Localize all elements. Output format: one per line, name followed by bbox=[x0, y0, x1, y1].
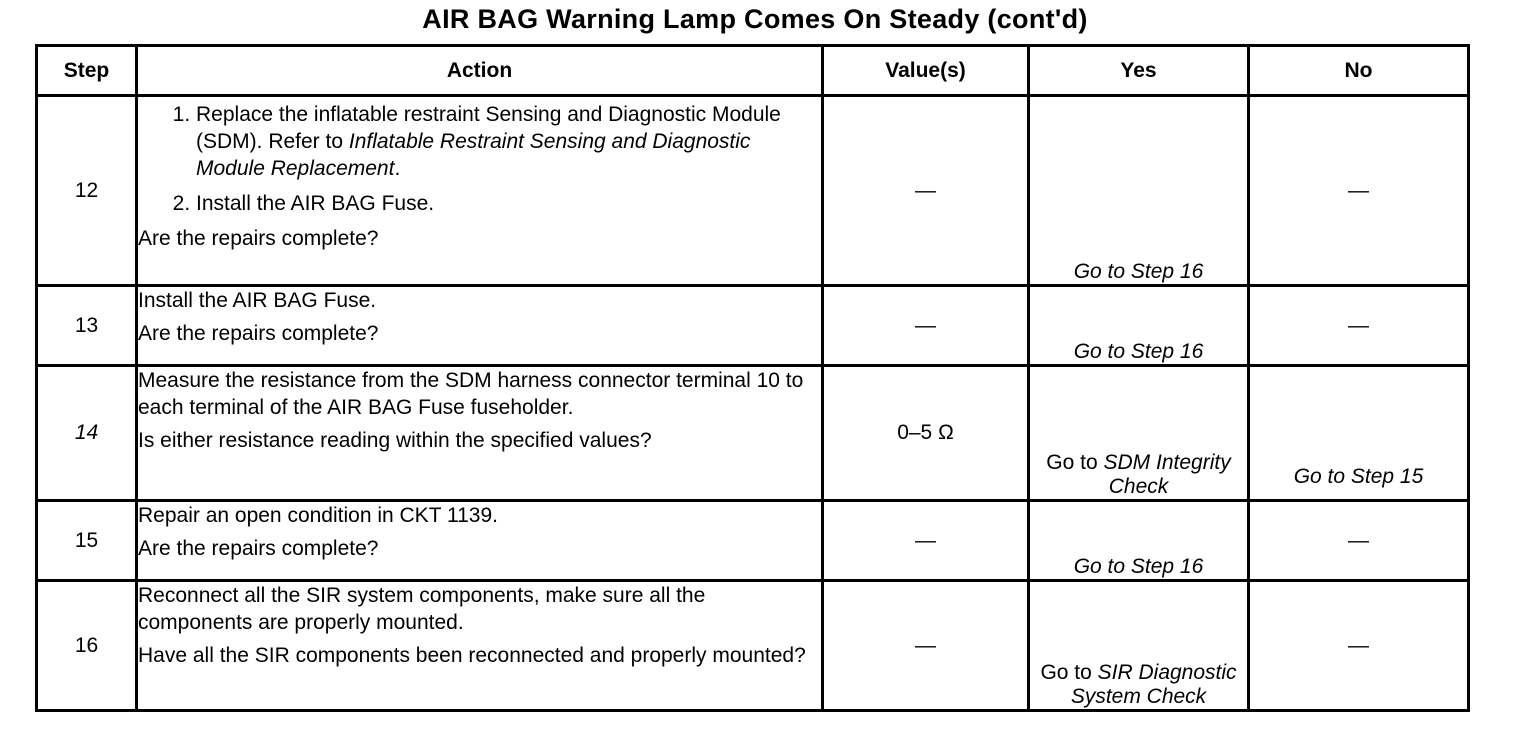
step-number: 16 bbox=[37, 581, 137, 711]
action-list bbox=[138, 101, 821, 217]
no-cell: — bbox=[1249, 286, 1469, 366]
table-row bbox=[37, 366, 1469, 501]
no-cell: — bbox=[1249, 501, 1469, 581]
question-text: Are the repairs complete? bbox=[138, 322, 379, 345]
value-cell: — bbox=[823, 286, 1029, 366]
header-values: Value(s) bbox=[823, 46, 1029, 96]
question-text: Are the repairs complete? bbox=[138, 227, 379, 250]
step-number: 13 bbox=[37, 286, 137, 366]
page-title: AIR BAG Warning Lamp Comes On Steady (cont'd) bbox=[422, 4, 1088, 34]
action-text: Repair an open condition in CKT 1139. bbox=[138, 504, 498, 527]
header-action: Action bbox=[137, 46, 823, 96]
value-cell: — bbox=[823, 581, 1029, 711]
step-number: 14 bbox=[37, 366, 137, 501]
table-row bbox=[37, 96, 1469, 286]
action-text: Measure the resistance from the SDM harness connector terminal 10 to each terminal of the AIR BAG Fuse fuseholder. bbox=[138, 369, 804, 419]
header-yes: Yes bbox=[1029, 46, 1249, 96]
yes-cell: Go to Step 16 bbox=[1029, 96, 1249, 286]
question-text: Have all the SIR components been reconnected and properly mounted? bbox=[138, 644, 806, 667]
step-number: 15 bbox=[37, 501, 137, 581]
yes-cell bbox=[1029, 366, 1249, 501]
header-row bbox=[37, 46, 1469, 96]
value-cell: 0–5 Ω bbox=[823, 366, 1029, 501]
yes-cell bbox=[1029, 581, 1249, 711]
no-cell: Go to Step 15 bbox=[1249, 366, 1469, 501]
action-cell bbox=[137, 581, 823, 711]
header-no: No bbox=[1249, 46, 1469, 96]
no-cell: — bbox=[1249, 581, 1469, 711]
yes-cell: Go to Step 16 bbox=[1029, 501, 1249, 581]
action-text: Replace the inflatable restraint Sensing and Diagnostic Module (SDM). Refer to bbox=[196, 103, 781, 153]
question-text: Are the repairs complete? bbox=[138, 537, 379, 560]
table-row bbox=[37, 581, 1469, 711]
action-text: Reconnect all the SIR system components, make sure all the components are properly mounted. bbox=[138, 584, 706, 634]
procedure-reference: SDM Integrity Check bbox=[1103, 451, 1231, 498]
value-cell: — bbox=[823, 501, 1029, 581]
question-text: Is either resistance reading within the specified values? bbox=[138, 429, 652, 452]
procedure-reference: SIR Diagnostic System Check bbox=[1070, 661, 1237, 708]
step-number: 12 bbox=[37, 96, 137, 286]
yes-prefix: Go to bbox=[1046, 451, 1104, 474]
yes-cell: Go to Step 16 bbox=[1029, 286, 1249, 366]
header-step: Step bbox=[37, 46, 137, 96]
value-cell: — bbox=[823, 96, 1029, 286]
table-row bbox=[37, 501, 1469, 581]
action-cell bbox=[137, 366, 823, 501]
no-cell: — bbox=[1249, 96, 1469, 286]
action-cell bbox=[137, 501, 823, 581]
action-cell bbox=[137, 286, 823, 366]
table-row bbox=[37, 286, 1469, 366]
yes-prefix: Go to bbox=[1040, 661, 1098, 684]
action-cell bbox=[137, 96, 823, 286]
action-text-end: . bbox=[394, 157, 401, 180]
action-text: Install the AIR BAG Fuse. bbox=[138, 289, 377, 312]
action-item: 2. Install the AIR BAG Fuse. bbox=[196, 190, 821, 217]
procedure-reference: Inflatable Restraint Sensing and Diagnostic Module Replacement bbox=[196, 130, 751, 180]
diagnostic-table bbox=[35, 44, 1470, 712]
action-item bbox=[196, 101, 821, 182]
